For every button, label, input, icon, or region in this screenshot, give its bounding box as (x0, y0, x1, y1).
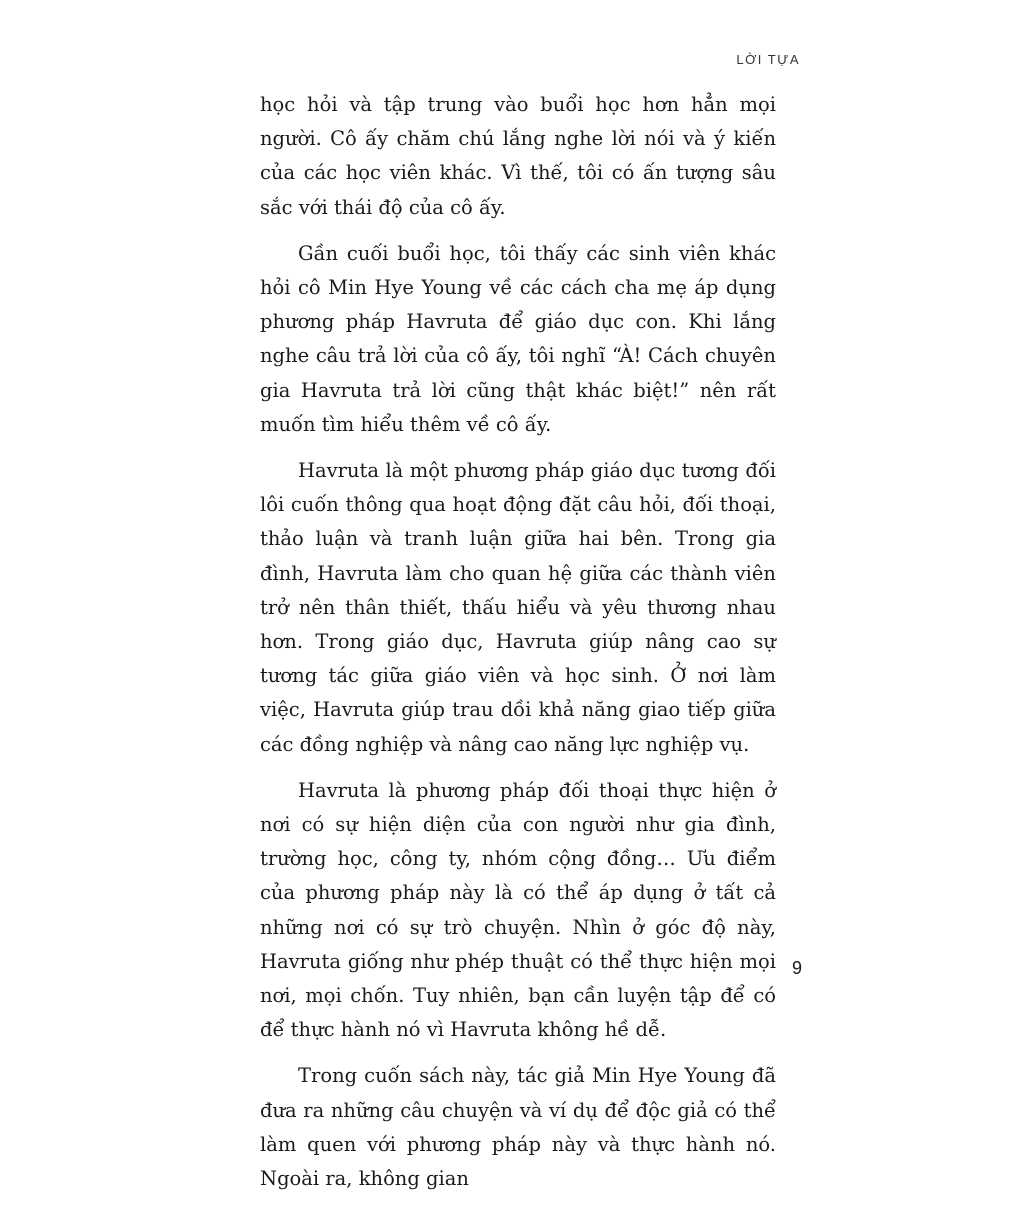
page-number: 9 (791, 958, 802, 978)
paragraph: Trong cuốn sách này, tác giả Min Hye Young đã đưa ra những câu chuyện và ví dụ để độc giả có thể làm quen với phương pháp này và thực hành nó. Ngoài ra, không gian (260, 1064, 776, 1191)
running-head: LỜI TỰA (736, 52, 800, 67)
paragraph: Havruta là phương pháp đối thoại thực hiện ở nơi có sự hiện diện của con người như gia đình, trường học, công ty, nhóm cộng đồng… Ưu điểm của phương pháp này là có thể áp dụng ở tất cả những nơi có sự trò chuyện. Nhìn ở góc độ này, Havruta giống như phép thuật có thể thực hiện mọi nơi, mọi chốn. Tuy nhiên, bạn cần luyện tập để có để thực hành nó vì Havruta không hề dễ. (260, 778, 776, 1042)
paragraph-continued: học hỏi và tập trung vào buổi học hơn hẳn mọi người. Cô ấy chăm chú lắng nghe lời nói và ý kiến của các học viên khác. Vì thế, tôi có ấn tượng sâu sắc với thái độ của cô ấy. (260, 93, 776, 219)
body-text (260, 88, 776, 1208)
paragraph: Gần cuối buổi học, tôi thấy các sinh viên khác hỏi cô Min Hye Young về các cách cha mẹ áp dụng phương pháp Havruta để giáo dục con. Khi lắng nghe câu trả lời của cô ấy, tôi nghĩ “À! Cách chuyên gia Havruta trả lời cũng thật khác biệt!” nên rất muốn tìm hiểu thêm về cô ấy. (260, 241, 776, 436)
paragraph: Havruta là một phương pháp giáo dục tương đối lôi cuốn thông qua hoạt động đặt câu hỏi, đối thoại, thảo luận và tranh luận giữa hai bên. Trong gia đình, Havruta làm cho quan hệ giữa các thành viên trở nên thân thiết, thấu hiểu và yêu thương nhau hơn. Trong giáo dục, Havruta giúp nâng cao sự tương tác giữa giáo viên và học sinh. Ở nơi làm việc, Havruta giúp trau dồi khả năng giao tiếp giữa các đồng nghiệp và nâng cao năng lực nghiệp vụ. (260, 459, 776, 756)
